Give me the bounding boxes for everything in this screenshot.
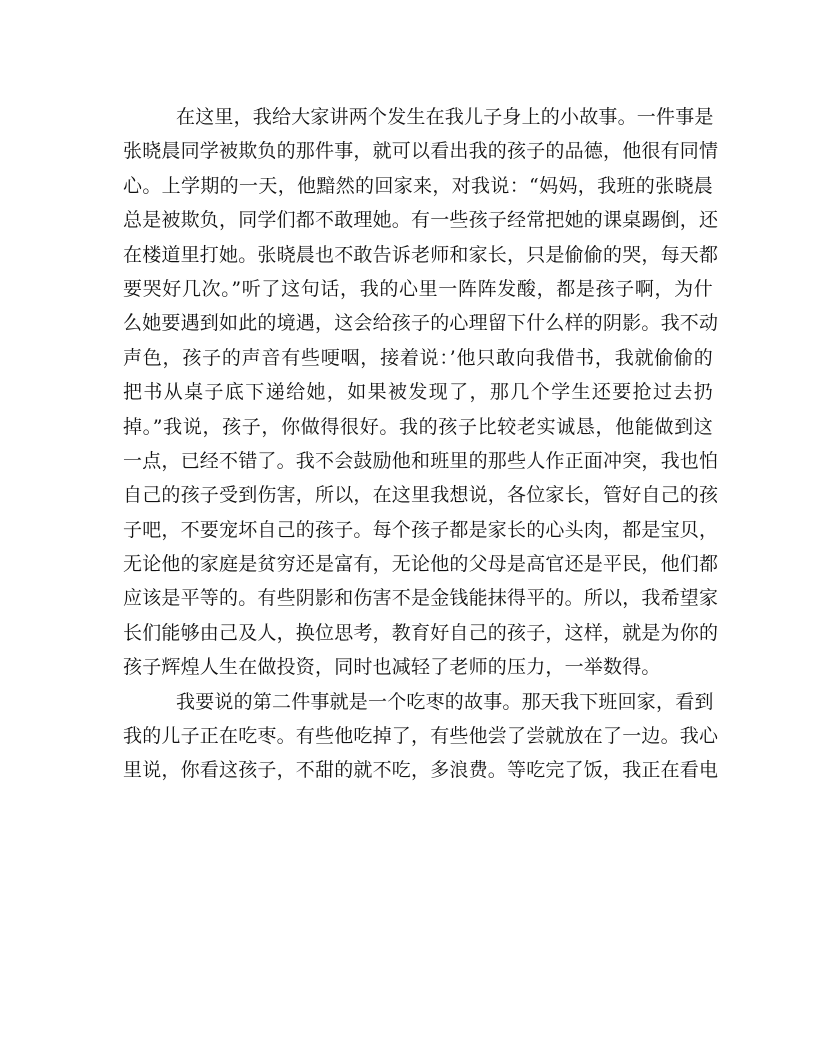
text-line: 心。上学期的一天，他黯然的回家来，对我说：“妈妈，我班的张晓晨 bbox=[123, 174, 713, 197]
text-line: 要哭好几次。”听了这句话，我的心里一阵阵发酸，都是孩子啊，为什 bbox=[123, 277, 713, 300]
text-line: 把书从桌子底下递给她，如果被发现了，那几个学生还要抢过去扔 bbox=[123, 381, 713, 404]
text-line: 掉。”我说，孩子，你做得很好。我的孩子比较老实诚恳，他能做到这 bbox=[123, 415, 713, 438]
text-line: 自己的孩子受到伤害，所以，在这里我想说，各位家长，管好自己的孩 bbox=[123, 484, 719, 507]
text-line: 张晓晨同学被欺负的那件事，就可以看出我的孩子的品德，他很有同情 bbox=[123, 140, 719, 163]
text-line: 孩子辉煌人生在做投资，同时也减轻了老师的压力，一举数得。 bbox=[123, 656, 661, 679]
text-line: 子吧，不要宠坏自己的孩子。每个孩子都是家长的心头肉，都是宝贝， bbox=[123, 518, 719, 541]
paragraph-1 bbox=[123, 100, 719, 685]
text-line: 应该是平等的。有些阴影和伤害不是金钱能抹得平的。所以，我希望家 bbox=[123, 587, 719, 610]
text-line: 么她要遇到如此的境遇，这会给孩子的心理留下什么样的阴影。我不动 bbox=[123, 312, 719, 335]
paragraph-2 bbox=[123, 685, 719, 788]
text-line: 我的儿子正在吃枣。有些他吃掉了，有些他尝了尝就放在了一边。我心 bbox=[123, 725, 719, 748]
text-line: 无论他的家庭是贫穷还是富有，无论他的父母是高官还是平民，他们都 bbox=[123, 553, 719, 576]
text-line: 在楼道里打她。张晓晨也不敢告诉老师和家长，只是偷偷的哭，每天都 bbox=[123, 243, 719, 266]
text-line: 声色，孩子的声音有些哽咽，接着说：’他只敢向我借书，我就偷偷的 bbox=[123, 346, 713, 369]
text-line: 总是被欺负，同学们都不敢理她。有一些孩子经常把她的课桌踢倒，还 bbox=[123, 209, 719, 232]
text-line: 我要说的第二件事就是一个吃枣的故事。那天我下班回家，看到 bbox=[176, 690, 714, 713]
document-body bbox=[123, 100, 719, 788]
text-line: 里说，你看这孩子，不甜的就不吃，多浪费。等吃完了饭，我正在看电 bbox=[123, 759, 719, 782]
text-line: 一点，已经不错了。我不会鼓励他和班里的那些人作正面冲突，我也怕 bbox=[123, 449, 719, 472]
text-line: 在这里，我给大家讲两个发生在我儿子身上的小故事。一件事是 bbox=[176, 106, 714, 128]
text-line: 长们能够由己及人，换位思考，教育好自己的孩子，这样，就是为你的 bbox=[123, 621, 719, 644]
